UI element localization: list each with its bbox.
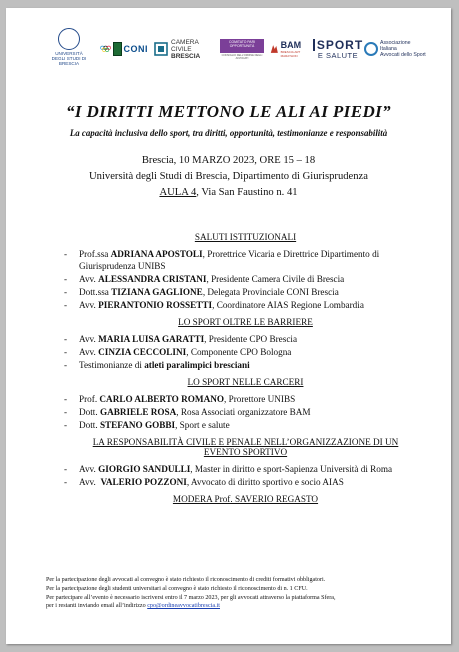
speaker-title: Prof. bbox=[79, 394, 100, 404]
camera-line-1: CAMERA bbox=[171, 38, 199, 46]
section-title: LO SPORT NELLE CARCERI bbox=[187, 377, 304, 387]
note-email-line bbox=[46, 602, 436, 611]
moderator: MODERA Prof. SAVERIO REGASTO bbox=[172, 494, 319, 504]
speaker-name: ALESSANDRA CRISTANI bbox=[98, 274, 207, 284]
speaker-title: Avv. bbox=[79, 464, 99, 474]
speaker-name: STEFANO GOBBI bbox=[99, 420, 176, 430]
speaker-role: , Rosa Associati organizzatore BAM bbox=[176, 407, 311, 417]
speaker-role: , Prorettore UNIBS bbox=[224, 394, 296, 404]
footnotes bbox=[46, 576, 436, 611]
contact-email-link[interactable]: cpo@ordineavvocatibrescia.it bbox=[147, 603, 220, 610]
speaker-item bbox=[63, 286, 428, 298]
section-title: LO SPORT OLTRE LE BARRIERE bbox=[178, 317, 313, 327]
speaker-title: Avv. bbox=[79, 347, 99, 357]
speaker-role: , Presidente CPO Brescia bbox=[204, 334, 298, 344]
cpo-logo-subtext: CONSIGLIO DELL'ORDINE DEGLI AVVOCATI bbox=[221, 53, 263, 60]
speaker-name: MARIA LUISA GARATTI bbox=[98, 334, 205, 344]
program-section bbox=[63, 232, 428, 311]
program-section bbox=[63, 377, 428, 431]
speaker-title: Dott. bbox=[79, 407, 100, 417]
unibs-logo bbox=[48, 28, 90, 70]
speaker-name: PIERANTONIO ROSSETTI bbox=[98, 300, 213, 310]
sport-e-salute-logo bbox=[314, 28, 362, 70]
cpo-logo bbox=[218, 28, 266, 70]
room-label: AULA 4 bbox=[159, 187, 197, 198]
coni-logo-text: CONI bbox=[123, 44, 148, 54]
speaker-item bbox=[63, 346, 428, 358]
speaker-item bbox=[63, 299, 428, 311]
unibs-seal-icon bbox=[58, 28, 80, 50]
aias-logo-text bbox=[380, 40, 426, 58]
speaker-name: CINZIA CECCOLINI bbox=[98, 347, 187, 357]
speaker-role: , Prorettrice Vicaria e Direttrice Dipartimento di Giurisprudenza UNIBS bbox=[79, 249, 380, 271]
section-title: LA RESPONSABILITÀ CIVILE E PENALE NELL’ORGANIZZAZIONE DI UN EVENTO SPORTIVO bbox=[92, 437, 399, 457]
event-header bbox=[6, 102, 451, 198]
speaker-role: , Delegata Provinciale CONI Brescia bbox=[202, 287, 339, 297]
speaker-list bbox=[63, 248, 428, 311]
note-cfu: Per la partecipazione degli studenti universitari al convegno è stato richiesto il riconoscimento di n. 1 CFU. bbox=[46, 585, 308, 592]
camera-civile-logo bbox=[154, 28, 212, 70]
speaker-list bbox=[63, 393, 428, 431]
sport-text: SPORT bbox=[313, 39, 363, 51]
event-subtitle: La capacità inclusiva dello sport, tra diritti, opportunità, testimonianze e responsabilità bbox=[69, 128, 388, 138]
speaker-title: Avv. bbox=[79, 274, 99, 284]
bam-subtitle: BRESCIA ART MARATHON bbox=[280, 49, 301, 58]
camera-line-3: BRESCIA bbox=[171, 52, 201, 60]
camera-civile-mark-icon bbox=[154, 42, 168, 56]
speaker-item bbox=[63, 406, 428, 418]
speaker-item bbox=[63, 359, 428, 371]
unibs-logo-text: UNIVERSITÀ DEGLI STUDI DI BRESCIA bbox=[51, 51, 87, 66]
speaker-title: Prof.ssa bbox=[79, 249, 111, 259]
speaker-name: ADRIANA APOSTOLI bbox=[110, 249, 203, 259]
event-room bbox=[6, 187, 451, 198]
program bbox=[63, 232, 428, 504]
speaker-item bbox=[63, 248, 428, 272]
bam-logo bbox=[270, 28, 310, 70]
aias-logo bbox=[364, 28, 426, 70]
note-credits: Per la partecipazione degli avvocati al convegno è stato richiesto il riconoscimento di crediti formativi obbligatori. bbox=[46, 577, 326, 583]
speaker-role: , Master in diritto e sport-Sapienza Università di Roma bbox=[190, 464, 393, 474]
note-registration: Per partecipare all’evento è necessario iscriversi entro il 7 marzo 2023, per gli avvocati attraverso la piattaforma Sfera, bbox=[46, 594, 336, 601]
document-page bbox=[6, 8, 451, 644]
olympic-rings-icon bbox=[100, 44, 111, 54]
speaker-role: , Coordinatore AIAS Regione Lombardia bbox=[212, 300, 364, 310]
salute-text: E SALUTE bbox=[317, 50, 359, 60]
speaker-list bbox=[63, 333, 428, 371]
speaker-item bbox=[63, 333, 428, 345]
note-email-prefix: per i restanti inviando email all’indirizzo bbox=[46, 603, 148, 610]
speaker-role: , Avvocato di diritto sportivo e socio AIAS bbox=[186, 477, 344, 487]
speaker-role: , Sport e salute bbox=[175, 420, 230, 430]
speaker-item bbox=[63, 419, 428, 431]
speaker-name: GABRIELE ROSA bbox=[99, 407, 177, 417]
speaker-title: Avv. bbox=[79, 300, 99, 310]
speaker-item bbox=[63, 463, 428, 475]
bam-name: BAM bbox=[280, 39, 302, 50]
aias-circle-icon bbox=[364, 42, 378, 56]
speaker-title: Dott. bbox=[79, 420, 100, 430]
bam-logo-text bbox=[281, 41, 310, 58]
speaker-name: CARLO ALBERTO ROMANO bbox=[99, 394, 224, 404]
event-venue: Università degli Studi di Brescia, Dipartimento di Giurisprudenza bbox=[89, 171, 368, 182]
speaker-item bbox=[63, 476, 428, 488]
program-section bbox=[63, 317, 428, 371]
speaker-name: GIORGIO SANDULLI bbox=[98, 464, 191, 474]
event-title: “I DIRITTI METTONO LE ALI AI PIEDI” bbox=[65, 102, 392, 121]
speaker-name: TIZIANA GAGLIONE bbox=[111, 287, 203, 297]
bam-mark-icon bbox=[270, 43, 279, 55]
speaker-role: , Componente CPO Bologna bbox=[186, 347, 292, 357]
speaker-item bbox=[63, 393, 428, 405]
speaker-name: VALERIO POZZONI bbox=[100, 477, 187, 487]
aias-line-1: Associazione bbox=[380, 40, 411, 46]
speaker-item bbox=[63, 273, 428, 285]
speaker-title: Avv. bbox=[79, 334, 99, 344]
sponsor-logos bbox=[22, 28, 435, 70]
room-address: , Via San Faustino n. 41 bbox=[196, 187, 298, 198]
event-date-time: Brescia, 10 MARZO 2023, ORE 15 – 18 bbox=[141, 155, 316, 166]
camera-civile-text bbox=[171, 39, 200, 60]
aias-line-2: Italiana bbox=[380, 46, 397, 52]
aias-line-3: Avvocati dello Sport bbox=[380, 52, 426, 58]
coni-shield-icon bbox=[113, 42, 121, 56]
speaker-title: Avv. bbox=[79, 477, 101, 487]
speaker-list bbox=[63, 463, 428, 488]
coni-logo bbox=[100, 28, 148, 70]
section-title: SALUTI ISTITUZIONALI bbox=[194, 232, 297, 242]
program-section bbox=[63, 437, 428, 488]
speaker-role: , Presidente Camera Civile di Brescia bbox=[206, 274, 345, 284]
camera-line-2: CIVILE bbox=[171, 45, 192, 53]
speaker-title: Dott.ssa bbox=[79, 287, 112, 297]
cpo-logo-box: COMITATO PARI OPPORTUNITÀ bbox=[220, 39, 264, 53]
speaker-name: atleti paralimpici bresciani bbox=[144, 360, 250, 370]
speaker-title: Testimonianze di bbox=[79, 360, 145, 370]
